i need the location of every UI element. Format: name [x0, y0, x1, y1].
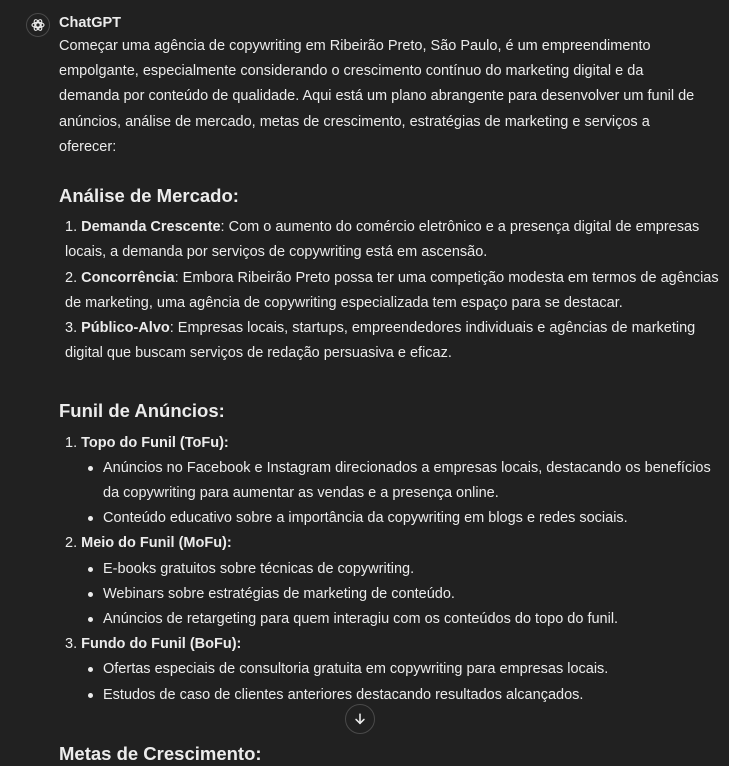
stage-title: Topo do Funil (ToFu):	[81, 434, 229, 451]
list-item	[65, 316, 719, 366]
list-item	[65, 215, 719, 265]
list-number: 1.	[65, 219, 78, 236]
bullet-item: Estudos de caso de clientes anteriores destacando resultados alcançados.	[103, 683, 719, 708]
bullet-item: E-books gratuitos sobre técnicas de copywriting.	[103, 557, 719, 582]
list-item	[65, 431, 719, 532]
item-title: Concorrência	[81, 269, 175, 286]
bullet-item: Anúncios de retargeting para quem interagiu com os conteúdos do topo do funil.	[103, 607, 719, 632]
list-number: 3.	[65, 636, 78, 653]
list-number: 2.	[65, 269, 78, 286]
stage-title: Fundo do Funil (BoFu):	[81, 636, 242, 653]
item-text: : Com o aumento do comércio eletrônico e a presença digital de empresas locais, a demanda por serviços de copywriting está em ascensão.	[65, 219, 700, 261]
heading-ad-funnel: Funil de Anúncios:	[59, 400, 225, 422]
message-content	[59, 34, 719, 766]
list-number: 1.	[65, 434, 78, 451]
heading-market-analysis: Análise de Mercado:	[59, 185, 239, 207]
sender-name: ChatGPT	[59, 15, 122, 31]
ad-funnel-list	[59, 431, 719, 708]
list-item	[65, 632, 719, 708]
intro-paragraph: Começar uma agência de copywriting em Ribeirão Preto, São Paulo, é um empreendimento empolgante, especialmente considerando o crescimento contínuo do marketing digital e da demanda por conteúdo de qualidade. Aqui está um plano abrangente para desenvolver um funil de anúncios, análise de mercado, metas de crescimento, estratégias de marketing e serviços a oferecer:	[59, 38, 695, 155]
item-title: Demanda Crescente	[81, 219, 221, 236]
bullet-item: Webinars sobre estratégias de marketing de conteúdo.	[103, 582, 719, 607]
list-number: 3.	[65, 320, 78, 337]
arrow-down-icon	[353, 712, 367, 726]
item-text: : Empresas locais, startups, empreendedores individuais e agências de marketing digital que buscam serviços de redação persuasiva e eficaz.	[65, 320, 696, 362]
stage-bullets	[65, 657, 719, 707]
openai-logo-icon	[30, 17, 46, 33]
bullet-item: Ofertas especiais de consultoria gratuita em copywriting para empresas locais.	[103, 657, 719, 682]
bullet-item: Anúncios no Facebook e Instagram direcionados a empresas locais, destacando os benefícios da copywriting para aumentar as vendas e a presença online.	[103, 456, 719, 506]
list-number: 2.	[65, 535, 78, 552]
list-item	[65, 266, 719, 316]
scroll-to-bottom-button[interactable]	[345, 704, 375, 734]
assistant-avatar	[26, 13, 50, 37]
item-title: Público-Alvo	[81, 320, 170, 337]
bullet-item: Conteúdo educativo sobre a importância da copywriting em blogs e redes sociais.	[103, 506, 719, 531]
heading-growth-goals: Metas de Crescimento:	[59, 742, 262, 764]
item-text: : Embora Ribeirão Preto possa ter uma competição modesta em termos de agências de marketing, uma agência de copywriting especializada tem espaço para se destacar.	[65, 269, 719, 311]
stage-bullets	[65, 557, 719, 633]
market-analysis-list	[59, 215, 719, 366]
stage-bullets	[65, 456, 719, 532]
stage-title: Meio do Funil (MoFu):	[81, 535, 232, 552]
list-item	[65, 531, 719, 632]
